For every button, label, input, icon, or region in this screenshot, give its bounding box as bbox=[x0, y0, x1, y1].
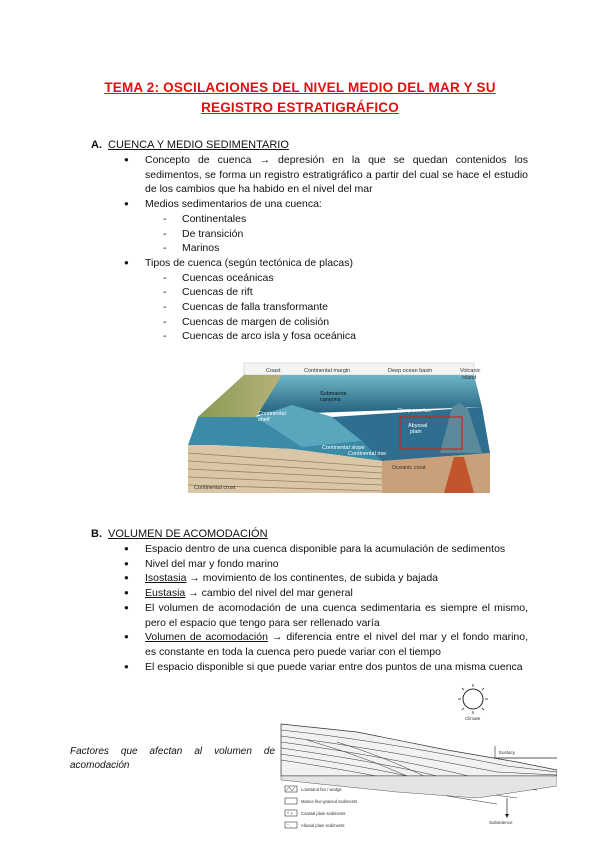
sub-item: - Marinos bbox=[120, 241, 528, 256]
abyssal-plain-label: Abyssal bbox=[408, 423, 428, 429]
volcanic-island-label-2: island bbox=[462, 375, 477, 381]
list-item: ● El volumen de acomodación de una cuenca sedimentaria es siempre el mismo, pero el espacio que tengo para ser rellenado varía bbox=[120, 601, 528, 630]
sun-icon bbox=[458, 684, 488, 714]
list-item: ● Medios sedimentarios de una cuenca: bbox=[120, 197, 528, 212]
submarine-canyons-label-2: canyons bbox=[320, 397, 341, 403]
svg-text:° .: ° . bbox=[287, 823, 292, 828]
list-item: ● Tipos de cuenca (según tectónica de placas) bbox=[120, 256, 528, 271]
sub-item: - Continentales bbox=[120, 212, 528, 227]
accommodation-factors-diagram bbox=[277, 680, 557, 840]
continental-slope-label: Continental slope bbox=[322, 445, 365, 451]
deep-ocean-basin-label: Deep ocean basin bbox=[388, 368, 433, 374]
section-a-title: CUENCA Y MEDIO SEDIMENTARIO bbox=[108, 139, 289, 151]
submarine-canyons-label: Submarine bbox=[320, 391, 347, 397]
legend-item-4: Alluvial plain sediments bbox=[301, 823, 345, 828]
page-title bbox=[60, 78, 540, 118]
sub-item: - Cuencas de margen de colisión bbox=[120, 315, 528, 330]
abyssal-plain-label-2: plain bbox=[410, 429, 422, 435]
section-b-list bbox=[120, 542, 528, 674]
sub-item: - Cuencas de falla transformante bbox=[120, 300, 528, 315]
section-b-label: B. bbox=[91, 528, 102, 540]
continental-rise-label: Continental rise bbox=[348, 451, 387, 457]
figure-caption: Factores que afectan al volumen de acomodación bbox=[70, 746, 275, 771]
eustacy-label: Eustacy bbox=[499, 750, 516, 755]
list-item: ● Isostasia → movimiento de los continentes, de subida y bajada bbox=[120, 571, 528, 586]
section-b-heading bbox=[91, 528, 268, 540]
deep-sea-fan-label: Deep sea fan bbox=[398, 408, 431, 414]
legend-item-3: Coastal plain sediments bbox=[301, 811, 346, 816]
section-a-label: A. bbox=[91, 139, 102, 151]
list-item: ● Eustasia → cambio del nivel del mar general bbox=[120, 586, 528, 601]
continental-margin-diagram bbox=[182, 357, 497, 493]
continental-crust-label: Continental crust bbox=[194, 485, 236, 491]
list-item: ● El espacio disponible si que puede variar entre dos puntos de una misma cuenca bbox=[120, 660, 528, 675]
continental-margin-label: Continental margin bbox=[304, 368, 351, 374]
diagram-legend bbox=[285, 786, 357, 828]
subsidence-label: Subsidence bbox=[489, 820, 513, 825]
section-b-title: VOLUMEN DE ACOMODACIÓN bbox=[108, 528, 268, 540]
sub-item: - Cuencas de arco isla y fosa oceánica bbox=[120, 329, 528, 344]
svg-text:^ +: ^ + bbox=[287, 811, 293, 816]
list-item: ● Espacio dentro de una cuenca disponible para la acumulación de sedimentos bbox=[120, 542, 528, 557]
list-item: ● Nivel del mar y fondo marino bbox=[120, 557, 528, 572]
title-line-2: REGISTRO ESTRATIGRÁFICO bbox=[201, 100, 399, 115]
legend-item-1: Lowstand fan / wedge bbox=[301, 787, 342, 792]
section-a-list bbox=[120, 153, 528, 344]
sub-item: - De transición bbox=[120, 227, 528, 242]
list-item: ● Volumen de acomodación → diferencia entre el nivel del mar y el fondo marino, es constante en toda la cuenca pero puede variar con el tiempo bbox=[120, 630, 528, 659]
oceanic-crust-label: Oceanic crust bbox=[392, 465, 426, 471]
climate-label: Climate bbox=[465, 716, 481, 721]
section-a-heading bbox=[91, 139, 289, 151]
coast-label: Coast bbox=[266, 368, 281, 374]
legend-item-2: Marine fine-grained sediments bbox=[301, 799, 358, 804]
sub-item: - Cuencas de rift bbox=[120, 285, 528, 300]
title-line-1: TEMA 2: OSCILACIONES DEL NIVEL MEDIO DEL MAR Y SU bbox=[104, 80, 496, 95]
volcanic-island-label: Volcanic bbox=[460, 368, 481, 374]
continental-shelf-label: Continental bbox=[258, 411, 286, 417]
continental-shelf-label-2: shelf bbox=[258, 417, 270, 423]
sub-item: - Cuencas oceánicas bbox=[120, 271, 528, 286]
list-item: ● Concepto de cuenca → depresión en la que se quedan contenidos los sedimentos, se forma un registro estratigráfico a partir del cual se hace el estudio de los cambios que ha habido en el nivel del mar bbox=[120, 153, 528, 197]
